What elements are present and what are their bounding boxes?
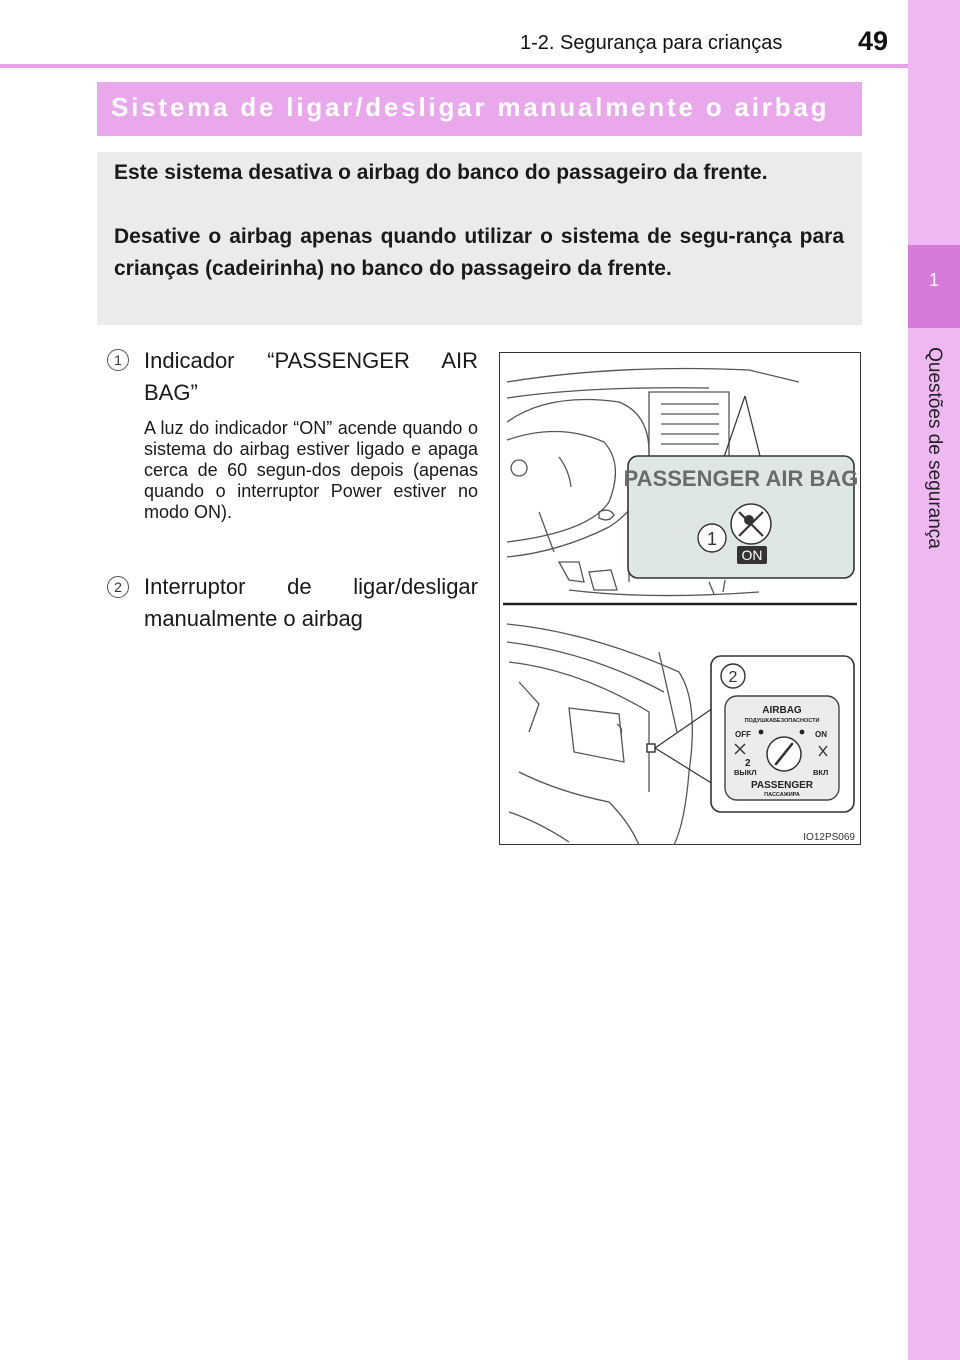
indicator-on-text: ON bbox=[741, 547, 763, 563]
intro-box bbox=[97, 152, 862, 325]
chapter-title: Questões de segurança bbox=[924, 347, 945, 549]
item-1-description: A luz do indicador “ON” acende quando o sistema do airbag estiver ligado e apaga cerca de 60 segun-dos depois (apenas quando o interruptor Power estiver no modo ON). bbox=[144, 418, 478, 522]
switch-off-label-ru: ВЫКЛ bbox=[734, 768, 757, 777]
item-1-label: Indicador “PASSENGER AIR BAG” bbox=[144, 348, 478, 405]
switch-top-label: AIRBAG bbox=[762, 705, 802, 716]
item-2-number-badge: 2 bbox=[107, 576, 129, 598]
header-rule bbox=[0, 64, 908, 68]
running-header-section: 1-2. Segurança para crianças bbox=[520, 32, 783, 54]
chapter-number: 1 bbox=[928, 270, 939, 290]
switch-off-label: OFF bbox=[735, 730, 751, 739]
item-1-number-badge: 1 bbox=[107, 349, 129, 371]
switch-mark-2: 2 bbox=[745, 758, 751, 769]
callout-1-number: 1 bbox=[706, 529, 718, 549]
image-code: IO12PS069 bbox=[803, 832, 855, 843]
item-2-label: Interruptor de ligar/desligar manualmente o airbag bbox=[144, 574, 478, 631]
switch-on-label: ON bbox=[815, 730, 827, 739]
switch-on-label-ru: ВКЛ bbox=[813, 768, 829, 777]
page-number: 49 bbox=[858, 26, 889, 56]
section-title-bar bbox=[97, 82, 862, 136]
callout-2-number: 2 bbox=[728, 669, 738, 686]
section-title: Sistema de ligar/desligar manualmente o airbag bbox=[111, 92, 830, 122]
intro-paragraph-1: Este sistema desativa o airbag do banco do passageiro da frente. bbox=[114, 161, 768, 184]
airbag-illustration bbox=[499, 352, 861, 845]
intro-paragraph-2: Desative o airbag apenas quando utilizar o sistema de segu-rança para crianças (cadeirinha) no banco do passageiro da frente. bbox=[114, 225, 844, 280]
airbag-switch bbox=[725, 696, 839, 800]
airbag-off-symbol bbox=[731, 504, 771, 544]
indicator-panel-text: PASSENGER AIR BAG bbox=[623, 466, 859, 491]
switch-bottom-label: PASSENGER bbox=[750, 780, 814, 791]
switch-top-label-ru: ПОДУШКАБЕЗОПАСНОСТИ bbox=[744, 718, 820, 724]
switch-bottom-label-ru: ПАССАЖИРА bbox=[764, 792, 800, 798]
chapter-side-band bbox=[908, 0, 960, 1360]
